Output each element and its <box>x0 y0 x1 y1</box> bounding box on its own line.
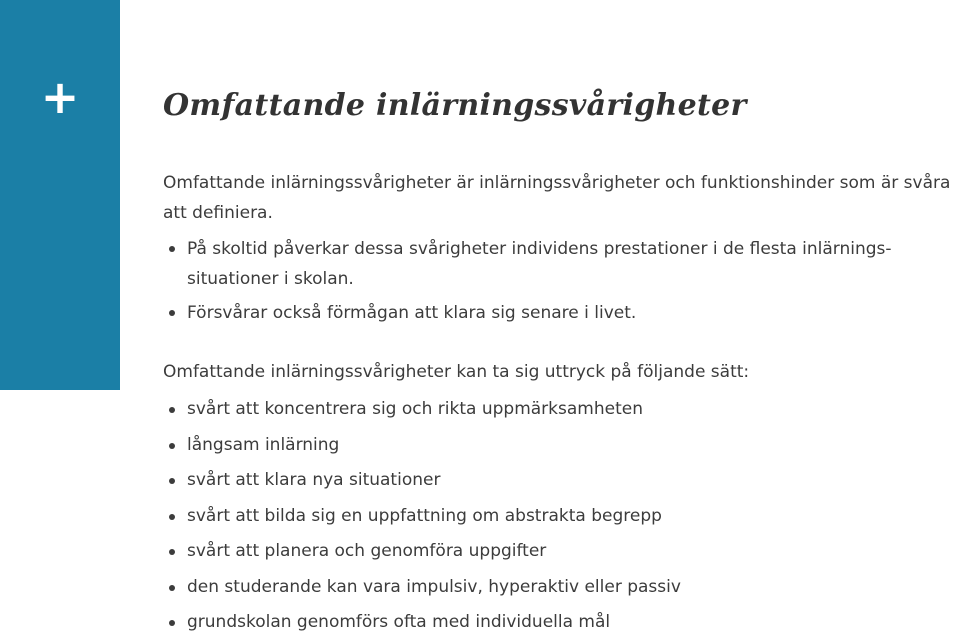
slide-title: Omfattande inlärningssvårigheter <box>163 88 747 123</box>
list-item: svårt att klara nya situationer <box>165 463 681 499</box>
list-item: långsam inlärning <box>165 428 681 464</box>
list-item: grundskolan genomförs ofta med individuella mål <box>165 605 681 641</box>
plus-icon: + <box>40 70 80 124</box>
list-item: den studerande kan vara impulsiv, hyperaktiv eller passiv <box>165 570 681 606</box>
list-item: svårt att planera och genomföra uppgifter <box>165 534 681 570</box>
list-item: svårt att bilda sig en uppfattning om abstrakta begrepp <box>165 499 681 535</box>
bullet-list-2 <box>165 392 681 641</box>
sidebar-accent-bar <box>0 0 120 390</box>
list-item: svårt att koncentrera sig och rikta uppmärksamheten <box>165 392 681 428</box>
list-item: På skoltid påverkar dessa svårigheter individens prestationer i de flesta inlärnings-situationer i skolan. <box>165 234 955 294</box>
intro-paragraph: Omfattande inlärningssvårigheter är inlärningssvårigheter och funktionshinder som är svåra att definiera. <box>163 173 951 223</box>
section-intro: Omfattande inlärningssvårigheter kan ta sig uttryck på följande sätt: <box>163 362 750 382</box>
list-item: Försvårar också förmågan att klara sig senare i livet. <box>165 298 955 328</box>
bullet-list-1 <box>165 234 955 332</box>
